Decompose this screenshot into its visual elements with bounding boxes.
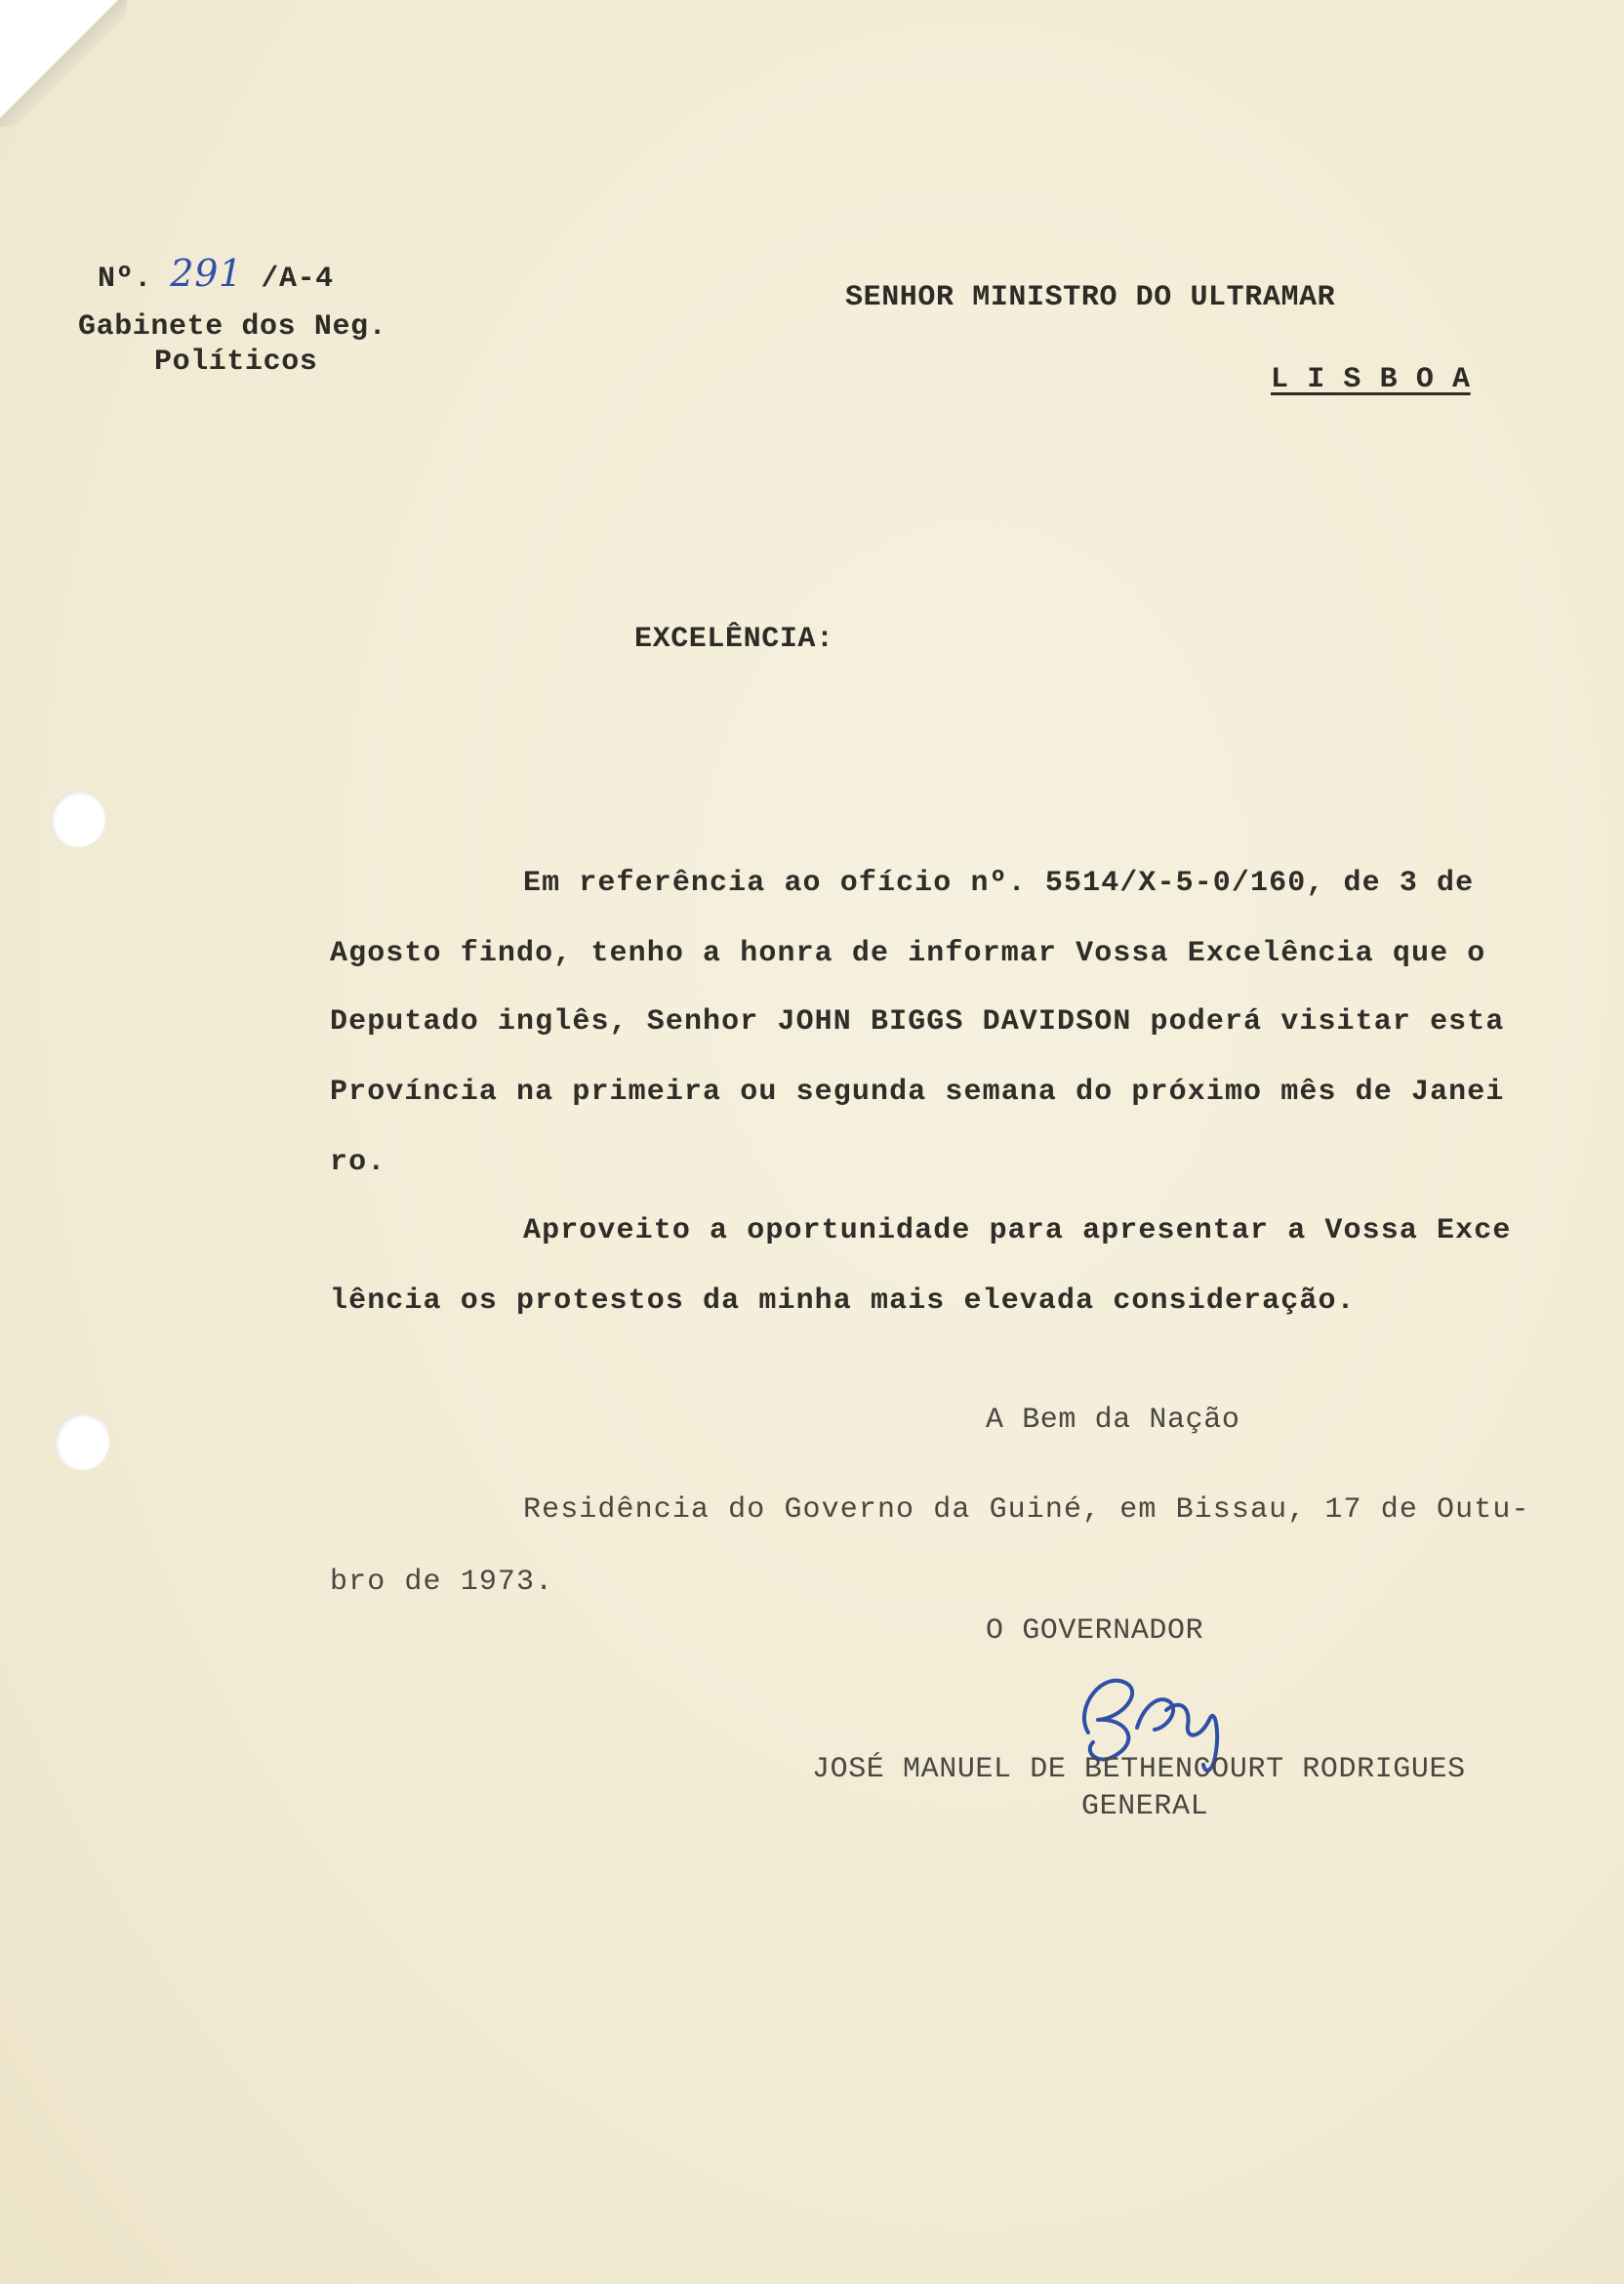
office-line-1: Gabinete dos Neg. <box>78 310 387 344</box>
body-line-7: lência os protestos da minha mais elevada consideração. <box>330 1285 1356 1318</box>
punch-hole-top <box>51 791 105 847</box>
punch-hole-bottom <box>55 1413 109 1470</box>
addressee-city: L I S B O A <box>1271 363 1471 396</box>
folded-corner <box>0 0 127 127</box>
body-line-4: Província na primeira ou segunda semana do próximo mês de Janei <box>330 1076 1505 1109</box>
addressee: SENHOR MINISTRO DO ULTRAMAR <box>845 281 1336 314</box>
salutation: EXCELÊNCIA: <box>634 623 834 656</box>
place-date-line-2: bro de 1973. <box>330 1566 554 1599</box>
reference-suffix: /A-4 <box>261 263 334 296</box>
closing-motto: A Bem da Nação <box>986 1404 1240 1437</box>
body-line-5: ro. <box>330 1146 386 1179</box>
body-line-6: Aproveito a oportunidade para apresentar a Vossa Exce <box>523 1214 1512 1247</box>
body-line-2: Agosto findo, tenho a honra de informar Vossa Excelência que o <box>330 937 1486 970</box>
reference-prefix: Nº. <box>98 263 152 296</box>
body-line-3: Deputado inglês, Senhor JOHN BIGGS DAVIDSON poderá visitar esta <box>330 1005 1505 1039</box>
signer-rank: GENERAL <box>1081 1790 1209 1823</box>
signer-name: JOSÉ MANUEL DE BETHENCOURT RODRIGUES <box>812 1753 1466 1786</box>
place-date-line-1: Residência do Governo da Guiné, em Bissau, 17 de Outu- <box>523 1493 1530 1527</box>
office-line-2: Políticos <box>154 346 318 379</box>
signer-role: O GOVERNADOR <box>986 1614 1204 1648</box>
reference-handwritten-number: 291 <box>170 252 243 295</box>
body-line-1: Em referência ao ofício nº. 5514/X-5-0/160, de 3 de <box>523 867 1475 900</box>
reference-number <box>98 252 334 296</box>
